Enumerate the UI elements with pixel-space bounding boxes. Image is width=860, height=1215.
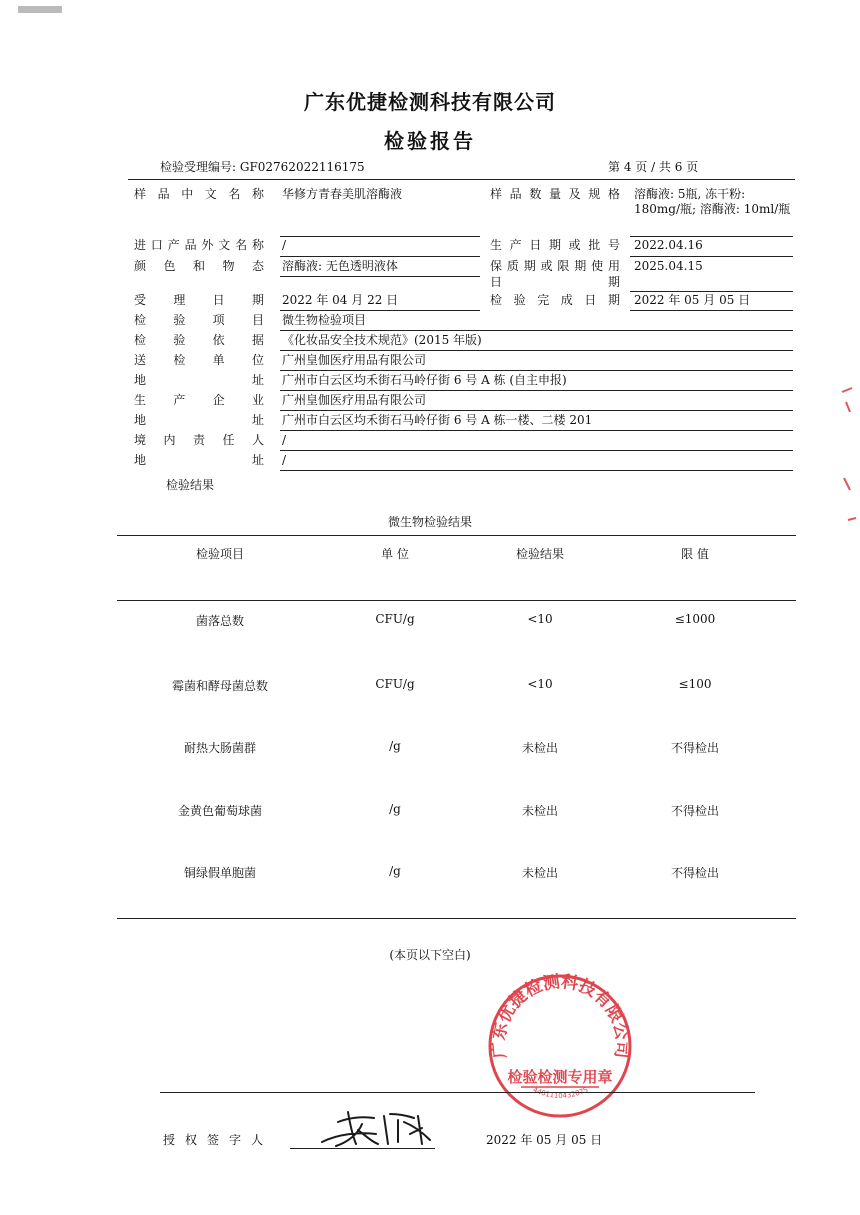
producer-value: 广州皇伽医疗用品有限公司: [282, 393, 427, 407]
domestic-address-label: 地址: [134, 453, 264, 467]
cell-unit: CFU/g: [375, 612, 415, 626]
sender-label: 送检单位: [134, 353, 264, 367]
producer-address-value: 广州市白云区均禾街石马岭仔街 6 号 A 栋一楼、二楼 201: [282, 413, 593, 427]
sender-value: 广州皇伽医疗用品有限公司: [282, 353, 427, 367]
items-value: 微生物检验项目: [282, 313, 367, 327]
blank-note: (本页以下空白): [389, 948, 471, 962]
cell-item: 霉菌和酵母菌总数: [171, 679, 268, 693]
quantity-label: 样品数量及规格: [490, 187, 620, 201]
results-label: 检验结果: [166, 478, 215, 492]
completed-label: 检验完成日期: [490, 293, 620, 307]
color-label: 颜色和物态: [134, 259, 264, 273]
header-limit: 限 值: [681, 547, 709, 561]
batch-value: 2022.04.16: [634, 238, 703, 252]
seal-purpose-text: 检验检测专用章: [507, 1068, 613, 1086]
signatory-label: 授权签字人: [163, 1133, 274, 1147]
domestic-value: /: [282, 433, 287, 447]
completed-value: 2022 年 05 月 05 日: [634, 293, 751, 307]
sender-address-label: 地址: [134, 373, 264, 387]
quantity-value: 溶酶液: 5瓶, 冻干粉: 180mg/瓶; 溶酶液: 10ml/瓶: [634, 187, 791, 216]
cell-limit: ≤1000: [674, 612, 716, 626]
cell-result: 未检出: [521, 741, 558, 755]
cell-item: 铜绿假单胞菌: [183, 866, 256, 880]
micro-section-title: 微生物检验结果: [387, 515, 472, 529]
expiry-label-period: 期: [608, 275, 621, 289]
acceptance-number: 检验受理编号: GF02762022116175: [160, 160, 365, 174]
cell-unit: /g: [389, 864, 401, 878]
sample-name-value: 华修方青春美肌溶酶液: [282, 187, 403, 201]
batch-label: 生产日期或批号: [490, 238, 620, 252]
foreign-name-label: 进口产品外文名称: [134, 238, 264, 252]
cell-limit: 不得检出: [670, 804, 719, 818]
basis-label: 检验依据: [134, 333, 264, 347]
sample-name-label: 样品中文名称: [134, 187, 264, 201]
company-name: 广东优捷检测科技有限公司: [304, 90, 556, 114]
producer-address-label: 地址: [134, 413, 264, 427]
received-value: 2022 年 04 月 22 日: [282, 293, 399, 307]
red-edge-marks: [842, 388, 856, 520]
producer-label: 生产企业: [134, 393, 264, 407]
expiry-label: 保质期或限期使用: [490, 259, 620, 273]
cell-result: 未检出: [521, 866, 558, 880]
domestic-address-value: /: [282, 453, 287, 467]
cell-limit: ≤100: [678, 677, 712, 691]
cell-unit: /g: [389, 802, 401, 816]
foreign-name-value: /: [282, 238, 287, 252]
header-result: 检验结果: [515, 547, 564, 561]
seal-code-text: 4401110432075: [531, 1085, 590, 1100]
expiry-value: 2025.04.15: [634, 259, 703, 273]
cell-unit: CFU/g: [375, 677, 415, 691]
cell-item: 菌落总数: [195, 614, 244, 628]
cell-result: 未检出: [521, 804, 558, 818]
cell-limit: 不得检出: [670, 866, 719, 880]
cell-result: <10: [527, 612, 553, 626]
signature-date: 2022 年 05 月 05 日: [486, 1133, 603, 1147]
domestic-label: 境内责任人: [134, 433, 264, 447]
items-label: 检验项目: [134, 313, 264, 327]
header-item: 检验项目: [195, 547, 244, 561]
cell-item: 耐热大肠菌群: [183, 741, 256, 755]
cell-item: 金黄色葡萄球菌: [177, 804, 262, 818]
expiry-label-day: 日: [490, 275, 503, 289]
header-unit: 单 位: [381, 547, 409, 561]
cell-result: <10: [527, 677, 553, 691]
sender-address-value: 广州市白云区均禾街石马岭仔街 6 号 A 栋 (自主申报): [282, 373, 567, 387]
cell-unit: /g: [389, 739, 401, 753]
seal-company-text: 广东优捷检测科技有限公司: [489, 971, 632, 1060]
cell-limit: 不得检出: [670, 741, 719, 755]
scan-corner-mark: [18, 6, 62, 13]
report-title: 检验报告: [384, 129, 476, 153]
basis-value: 《化妆品安全技术规范》(2015 年版): [282, 333, 482, 347]
color-value: 溶酶液: 无色透明液体: [282, 259, 398, 273]
page-info: 第 4 页 / 共 6 页: [608, 160, 699, 174]
received-label: 受理日期: [134, 293, 264, 307]
